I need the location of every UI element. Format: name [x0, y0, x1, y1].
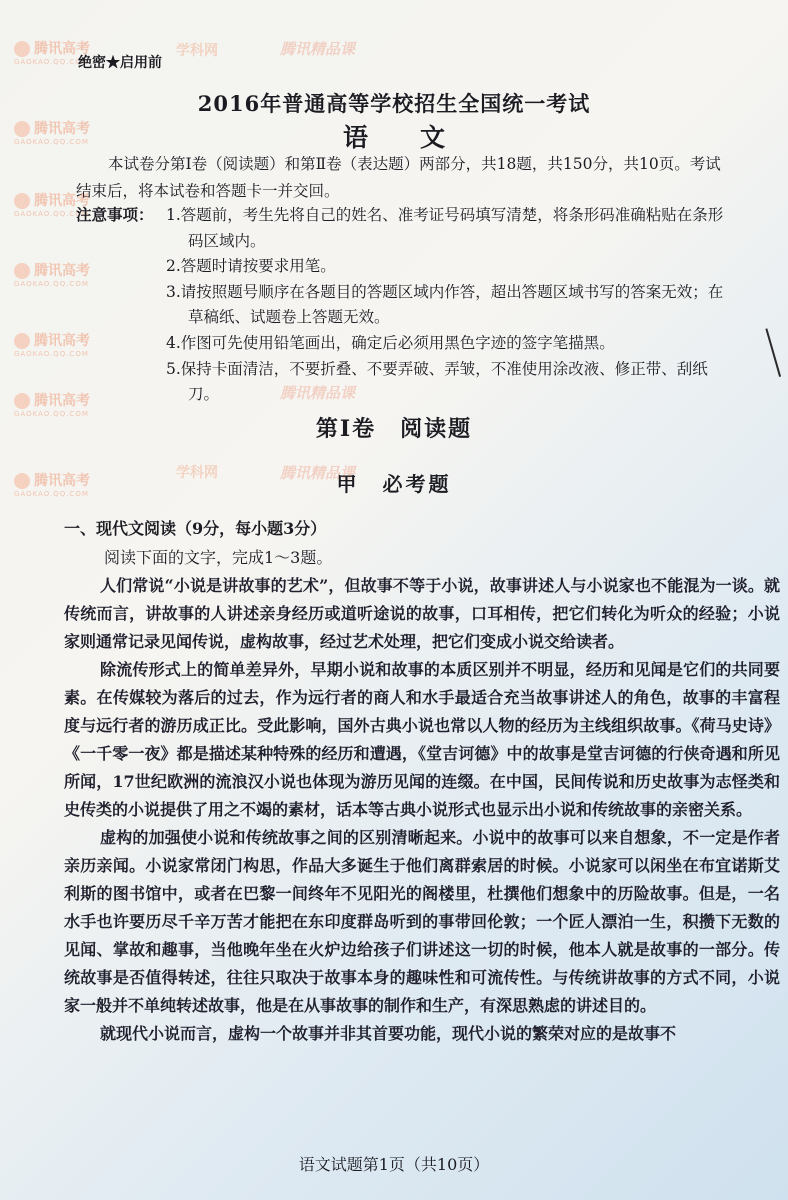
notes-item: 3.请按照题号顺序在各题目的答题区域内作答，超出答题区域书写的答案无效；在草稿纸、试题卷上答题无效。	[166, 282, 724, 327]
brand-logo-icon	[14, 41, 30, 57]
notes-item: 5.保持卡面清洁，不要折叠、不要弄破、弄皱，不准使用涂改液、修正带、刮纸刀。	[166, 359, 708, 404]
watermark-right: 腾讯精品课	[280, 40, 356, 58]
brand-logo-icon	[14, 193, 30, 209]
notes-item: 1.答题前，考生先将自己的姓名、准考证号码填写清楚，将条形码准确粘贴在条形码区域内。	[166, 206, 724, 250]
watermark-logo: 腾讯高考 GAOKAO.QQ.COM	[14, 333, 90, 358]
brand-logo-icon	[14, 393, 30, 409]
passage-paragraph: 虚构的加强使小说和传统故事之间的区别清晰起来。小说中的故事可以来自想象，不一定是作者亲历亲闻。小说家常闭门构思，作品大多诞生于他们离群索居的时候。小说家可以闲坐在布宜诺斯艾利斯的图书馆中，或者在巴黎一间终年不见阳光的阁楼里，杜撰他们想象中的历险故事。但是，一名水手也许要历尽千辛万苦才能把在东印度群岛听到的事带回伦敦；一个匠人漂泊一生，积攒下无数的见闻、掌故和趣事，当他晚年坐在火炉边给孩子们讲述这一切的时候，他本人就是故事的一部分。传统故事是否值得转述，往往只取决于故事本身的趣味性和可流传性。与传统讲故事的方式不同，小说家一般并不单纯转述故事，他是在从事故事的制作和生产，有深思熟虑的讲述目的。	[64, 828, 780, 1015]
brand-logo-icon	[14, 263, 30, 279]
watermark-mid: 学科网	[176, 43, 218, 59]
passage-paragraph: 除流传形式上的简单差异外，早期小说和故事的本质区别并不明显，经历和见闻是它们的共同要素。在传媒较为落后的过去，作为远行者的商人和水手最适合充当故事讲述人的角色，故事的丰富程度与远行者的游历成正比。受此影响，国外古典小说也常以人物的经历为主线组织故事。《荷马史诗》《一千零一夜》都是描述某种特殊的经历和遭遇，《堂吉诃德》中的故事是堂吉诃德的行侠奇遇和所见所闻，17世纪欧洲的流浪汉小说也体现为游历见闻的连缀。在中国，民间传说和历史故事为志怪类和史传类的小说提供了用之不竭的素材，话本等古典小说形式也显示出小说和传统故事的亲密关系。	[64, 660, 780, 819]
exam-intro: 本试卷分第Ⅰ卷（阅读题）和第Ⅱ卷（表达题）两部分，共18题，共150分，共10页。考试结束后，将本试卷和答题卡一并交回。	[76, 155, 721, 200]
passage-paragraph: 人们常说“小说是讲故事的艺术”，但故事不等于小说，故事讲述人与小说家也不能混为一谈。就传统而言，讲故事的人讲述亲身经历或道听途说的故事，口耳相传，把它们转化为听众的经验；小说家则通常记录见闻传说，虚构故事，经过艺术处理，把它们变成小说交给读者。	[64, 576, 780, 651]
notes-item: 4.作图可先使用铅笔画出，确定后必须用黑色字迹的签字笔描黑。	[166, 333, 615, 352]
exam-title: 2016年普通高等学校招生全国统一考试	[197, 91, 591, 116]
passage-paragraph: 就现代小说而言，虚构一个故事并非其首要功能，现代小说的繁荣对应的是故事不	[100, 1024, 677, 1043]
watermark-logo: 腾讯高考 GAOKAO.QQ.COM	[14, 41, 90, 66]
pen-mark	[765, 325, 788, 377]
subject-title: 语文	[342, 123, 497, 152]
watermark-right: 腾讯精品课	[280, 384, 356, 402]
watermark-right: 腾讯精品课	[280, 464, 356, 482]
brand-logo-icon	[14, 333, 30, 349]
watermark-mid: 学科网	[176, 465, 218, 481]
notes-label: 注意事项：	[76, 205, 154, 224]
watermark-logo: 腾讯高考 GAOKAO.QQ.COM	[14, 393, 90, 418]
reading-passage	[64, 572, 780, 1048]
notes-item: 2.答题时请按要求用笔。	[166, 257, 336, 276]
part-title: 第Ⅰ卷 阅读题	[315, 416, 473, 442]
watermark-logo: 腾讯高考 GAOKAO.QQ.COM	[14, 263, 90, 288]
notes-list	[166, 203, 736, 408]
confidential-label: 绝密★启用前	[78, 55, 162, 71]
part-subtitle: 甲 必考题	[336, 472, 452, 496]
watermark-logo: 腾讯高考 GAOKAO.QQ.COM	[14, 193, 90, 218]
section-heading: 一、现代文阅读（9分，每小题3分）	[64, 519, 327, 538]
watermark-logo: 腾讯高考 GAOKAO.QQ.COM	[14, 121, 90, 146]
section-instruction: 阅读下面的文字，完成1～3题。	[104, 548, 333, 567]
page-footer: 语文试题第1页（共10页）	[298, 1155, 490, 1174]
watermark-logo: 腾讯高考 GAOKAO.QQ.COM	[14, 473, 90, 498]
